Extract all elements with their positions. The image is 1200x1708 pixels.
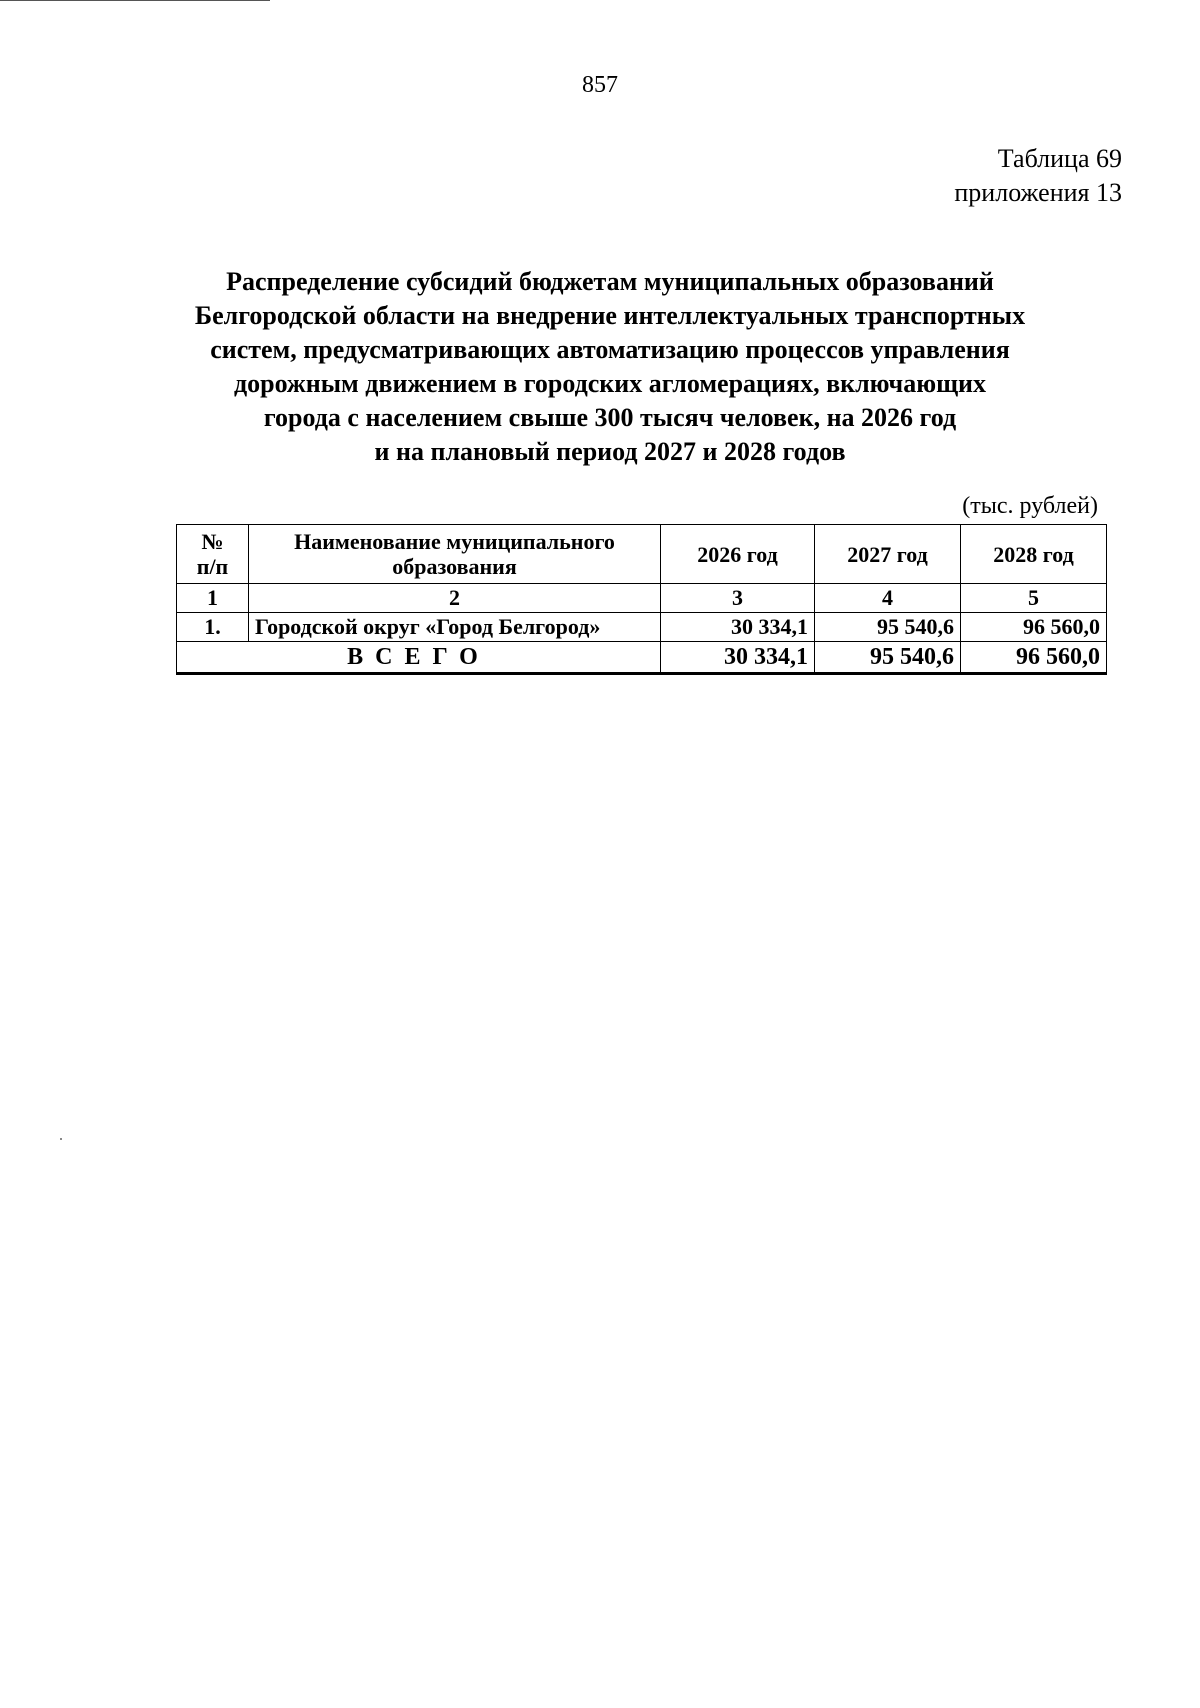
header-2027: 2027 год <box>815 525 961 584</box>
scan-speck <box>60 1138 62 1140</box>
total-2027: 95 540,6 <box>815 642 961 674</box>
municipality-name: Городской округ «Город Белгород» <box>249 613 661 642</box>
title-line: города с населением свыше 300 тысяч человек, на 2026 год <box>263 403 957 432</box>
table-row <box>177 613 1107 642</box>
units-label: (тыс. рублей) <box>962 493 1098 519</box>
value-2028: 96 560,0 <box>961 613 1107 642</box>
total-2028: 96 560,0 <box>961 642 1107 674</box>
header-name-line-1: Наименование муниципального <box>294 529 615 554</box>
title-line: дорожным движением в городских агломерациях, включающих <box>233 369 987 398</box>
header-row <box>177 525 1107 584</box>
table-reference-line-2: приложения 13 <box>954 178 1122 207</box>
column-number: 2 <box>249 584 661 613</box>
total-label: ВСЕГО <box>177 642 661 674</box>
column-number: 3 <box>661 584 815 613</box>
header-2028: 2028 год <box>961 525 1107 584</box>
table-reference-line-1: Таблица 69 <box>997 144 1122 173</box>
title-line: и на плановый период 2027 и 2028 годов <box>374 437 846 466</box>
page-number: 857 <box>582 72 618 98</box>
subsidy-table <box>176 524 1107 675</box>
header-name <box>249 525 661 584</box>
header-number-line-1: № <box>201 529 224 554</box>
row-number: 1. <box>177 613 249 642</box>
column-number: 4 <box>815 584 961 613</box>
column-number: 5 <box>961 584 1107 613</box>
table-reference <box>954 142 1122 210</box>
scan-edge-line <box>0 0 270 1</box>
value-2026: 30 334,1 <box>661 613 815 642</box>
header-number <box>177 525 249 584</box>
title-line: систем, предусматривающих автоматизацию процессов управления <box>210 335 1010 364</box>
column-number: 1 <box>177 584 249 613</box>
header-number-line-2: п/п <box>196 554 229 579</box>
total-2026: 30 334,1 <box>661 642 815 674</box>
document-title <box>150 265 1070 469</box>
title-line: Распределение субсидий бюджетам муниципальных образований <box>226 267 994 296</box>
total-row <box>177 642 1107 674</box>
title-line: Белгородской области на внедрение интеллектуальных транспортных <box>194 301 1026 330</box>
column-number-row <box>177 584 1107 613</box>
value-2027: 95 540,6 <box>815 613 961 642</box>
header-name-line-2: образования <box>392 554 517 579</box>
header-2026: 2026 год <box>661 525 815 584</box>
